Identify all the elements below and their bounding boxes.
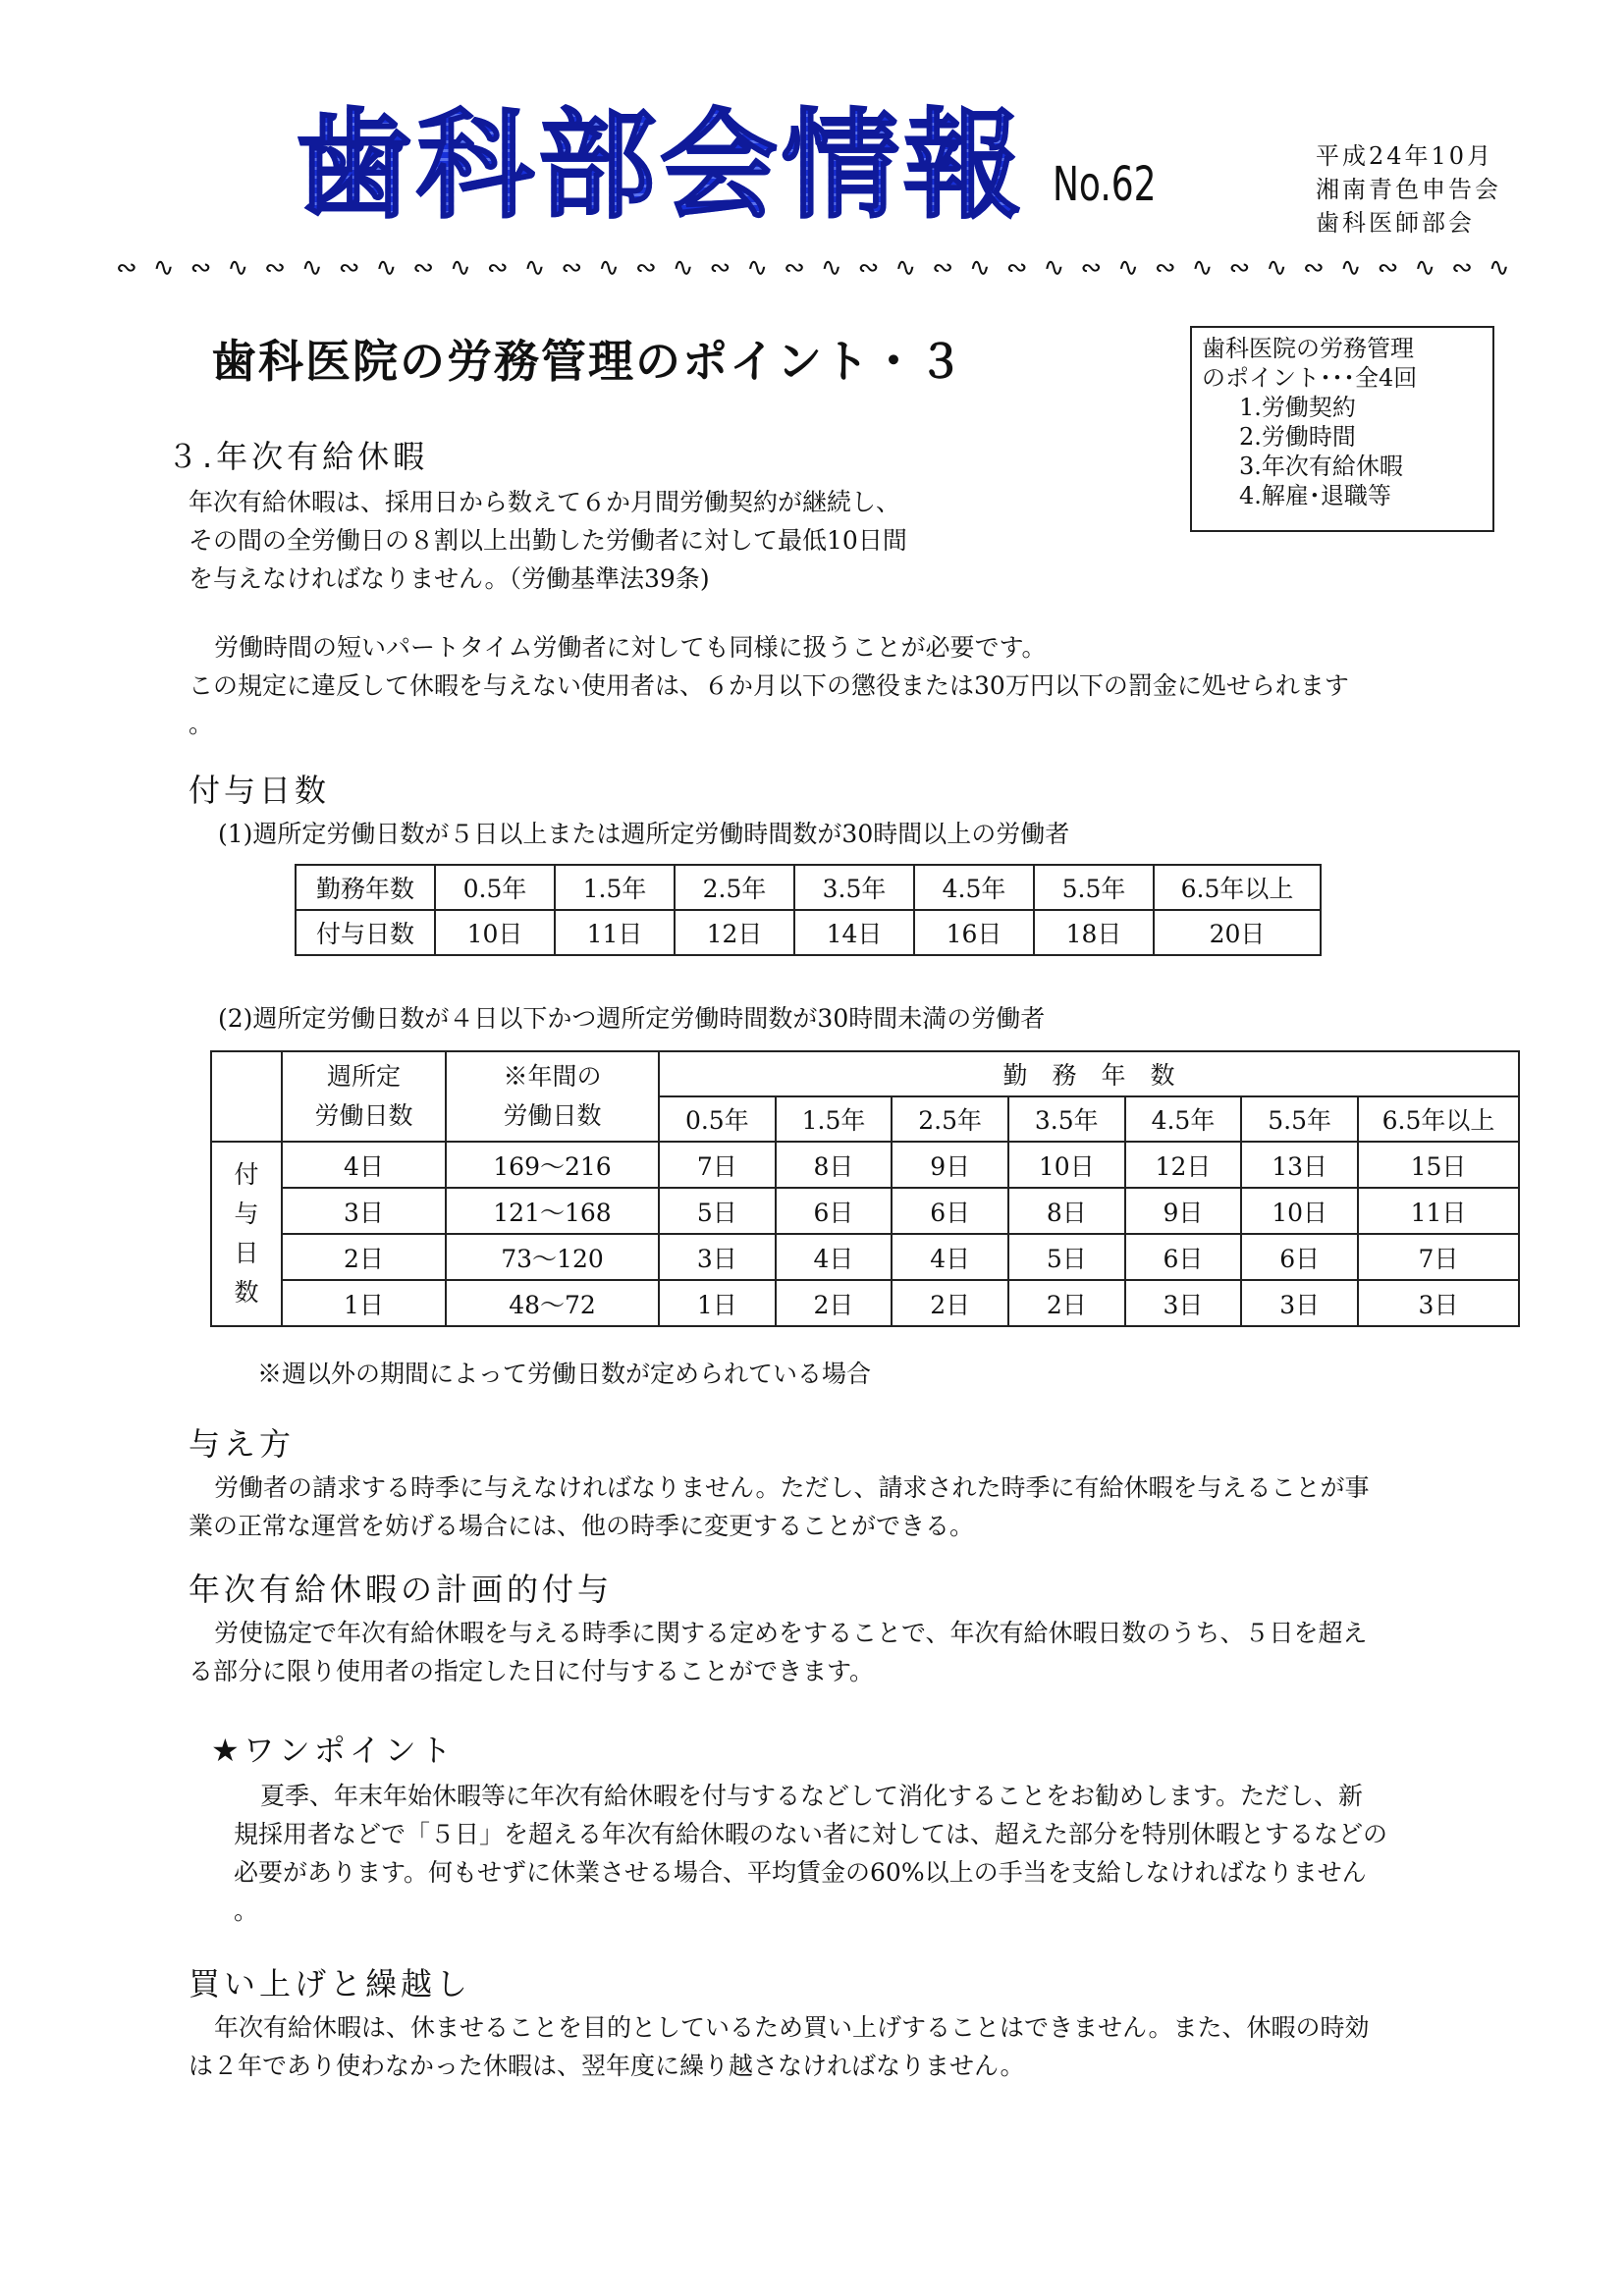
paragraph-line: 業の正常な運営を妨げる場合には、他の時季に変更することができる。	[189, 1512, 975, 1540]
paragraph-line: 。	[234, 1896, 259, 1925]
table-cell: 20日	[1154, 910, 1321, 955]
table-cell: 10日	[435, 910, 555, 955]
publication-org: 湘南青色申告会	[1316, 176, 1501, 203]
table-side-label	[211, 1142, 282, 1326]
paragraph-line: 労働時間の短いパートタイム労働者に対しても同様に扱うことが必要です。	[214, 633, 1047, 662]
ornament-icon: ∾	[1154, 253, 1176, 283]
table-cell: 1日	[282, 1280, 446, 1326]
table-cell: 16日	[914, 910, 1034, 955]
table-cell: 73～120	[446, 1234, 659, 1280]
section-heading: ３.年次有給休暇	[167, 438, 429, 475]
case-description: (1)週所定労働日数が５日以上または週所定労働時間数が30時間以上の労働者	[218, 820, 1070, 848]
table-header: 3.5年	[1008, 1096, 1125, 1142]
table-cell: 8日	[776, 1142, 893, 1188]
table-cell: 11日	[555, 910, 675, 955]
ornament-icon: ∿	[968, 253, 991, 283]
table-cell: 121～168	[446, 1188, 659, 1234]
table-cell: 48～72	[446, 1280, 659, 1326]
paragraph-line: を与えなければなりません。（労働基準法39条)	[189, 564, 710, 593]
table-cell: 3日	[1358, 1280, 1519, 1326]
table-span-header: 勤 務 年 数	[659, 1051, 1519, 1096]
table-cell: 5日	[1008, 1234, 1125, 1280]
ornament-icon: ∿	[598, 253, 620, 283]
ornament-icon: ∿	[746, 253, 769, 283]
ornament-icon: ∿	[1117, 253, 1139, 283]
section-heading: 付与日数	[189, 772, 331, 809]
table-cell: 3日	[282, 1188, 446, 1234]
table-cell: 7日	[659, 1142, 776, 1188]
ornament-icon: ∾	[338, 253, 360, 283]
ornament-icon: ∿	[1043, 253, 1065, 283]
paragraph-line: る部分に限り使用者の指定した日に付与することができます。	[189, 1657, 875, 1685]
article-title: 歯科医院の労務管理のポイント・３	[211, 335, 965, 388]
ornament-icon: ∿	[300, 253, 323, 283]
header-line: 労働日数	[503, 1101, 602, 1130]
publication-date: 平成24年10月	[1316, 142, 1494, 170]
series-heading-1: 歯科医院の労務管理	[1202, 335, 1414, 362]
series-item: 3.年次有給休暇	[1239, 453, 1403, 480]
table-cell: 3日	[659, 1234, 776, 1280]
ornament-icon: ∿	[1414, 253, 1436, 283]
paragraph-line: 規採用者などで「５日」を超える年次有給休暇のない者に対しては、超えた部分を特別休暇とするなどの	[234, 1820, 1388, 1848]
paragraph-line: 労働者の請求する時季に与えなければなりません。ただし、請求された時季に有給休暇を与えることが事	[214, 1473, 1370, 1502]
table-cell: 18日	[1034, 910, 1154, 955]
table-header: 2.5年	[675, 865, 794, 910]
ornament-icon: ∾	[561, 253, 583, 283]
ornament-icon: ∿	[227, 253, 249, 283]
table-cell: 6日	[1241, 1234, 1358, 1280]
paragraph-line: 年次有給休暇は、休ませることを目的としているため買い上げすることはできません。また、休暇の時効	[214, 2013, 1370, 2042]
ornament-icon: ∾	[1451, 253, 1473, 283]
ornament-icon: ∾	[116, 253, 137, 283]
ornament-icon: ∾	[412, 253, 435, 283]
ornament-icon: ∾	[1080, 253, 1103, 283]
paragraph-line: は２年であり使わなかった休暇は、翌年度に繰り越さなければなりません。	[189, 2052, 1025, 2080]
table-header: 5.5年	[1241, 1096, 1358, 1142]
section-heading: 買い上げと繰越し	[189, 1965, 472, 2002]
ornament-icon: ∿	[1488, 253, 1510, 283]
series-box	[1190, 326, 1494, 532]
header-line: 労働日数	[314, 1101, 413, 1130]
ornament-icon: ∾	[1303, 253, 1325, 283]
ornament-icon: ∿	[1339, 253, 1362, 283]
series-heading-2: のポイント･･･全4回	[1202, 364, 1418, 392]
paragraph-line: 労使協定で年次有給休暇を与える時季に関する定めをすることで、年次有給休暇日数のうち、５日を超え	[214, 1619, 1368, 1647]
ornament-icon: ∿	[152, 253, 175, 283]
ornament-icon: ∾	[486, 253, 509, 283]
table-cell: 2日	[776, 1280, 893, 1326]
paragraph-line: 夏季、年末年始休暇等に年次有給休暇を付与するなどして消化することをお勧めします。ただし、新	[260, 1782, 1364, 1810]
ornament-icon: ∿	[523, 253, 546, 283]
table-cell: 13日	[1241, 1142, 1358, 1188]
table-cell: 12日	[1125, 1142, 1242, 1188]
ornament-icon: ∿	[672, 253, 694, 283]
ornament-icon: ∿	[450, 253, 471, 283]
ornament-icon: ∾	[264, 253, 286, 283]
side-char: 日	[234, 1239, 259, 1267]
ornament-icon: ∾	[1377, 253, 1399, 283]
side-char: 与	[234, 1200, 259, 1228]
table-header: 4.5年	[1125, 1096, 1242, 1142]
table-header: 0.5年	[435, 865, 555, 910]
ornament-icon: ∾	[1005, 253, 1028, 283]
section-heading: 与え方	[189, 1425, 296, 1463]
table-footnote: ※週以外の期間によって労働日数が定められている場合	[257, 1360, 872, 1388]
ornament-icon: ∾	[634, 253, 657, 283]
onepoint-heading: ★ワンポイント	[211, 1732, 456, 1769]
table-cell: 12日	[675, 910, 794, 955]
ornament-icon: ∿	[375, 253, 398, 283]
ornament-icon: ∾	[189, 253, 212, 283]
table-cell: 15日	[1358, 1142, 1519, 1188]
ornament-icon: ∿	[820, 253, 842, 283]
table-cell: 6日	[1125, 1234, 1242, 1280]
side-char: 付	[234, 1160, 259, 1189]
table-cell: 3日	[1241, 1280, 1358, 1326]
publication-info	[1316, 139, 1501, 240]
table-cell: 10日	[1241, 1188, 1358, 1234]
table-cell: 4日	[892, 1234, 1008, 1280]
table-cell: 2日	[892, 1280, 1008, 1326]
table-header: 1.5年	[555, 865, 675, 910]
table-cell: 3日	[1125, 1280, 1242, 1326]
table-cell: 14日	[794, 910, 914, 955]
case-description: (2)週所定労働日数が４日以下かつ週所定労働時間数が30時間未満の労働者	[218, 1004, 1046, 1033]
table-header	[446, 1051, 659, 1142]
table-cell: 2日	[282, 1234, 446, 1280]
section-heading: 年次有給休暇の計画的付与	[189, 1571, 614, 1608]
grant-table-2	[210, 1050, 1520, 1327]
ornament-icon: ∾	[932, 253, 953, 283]
table-cell: 169～216	[446, 1142, 659, 1188]
table-header: 6.5年以上	[1358, 1096, 1519, 1142]
side-char: 数	[234, 1278, 259, 1307]
table-header: 勤務年数	[296, 865, 435, 910]
ornament-icon: ∿	[894, 253, 917, 283]
table-cell: 8日	[1008, 1188, 1125, 1234]
table-cell: 6日	[892, 1188, 1008, 1234]
table-cell: 2日	[1008, 1280, 1125, 1326]
series-item: 1.労働契約	[1239, 394, 1356, 421]
table-header: 5.5年	[1034, 865, 1154, 910]
table-cell: 4日	[282, 1142, 446, 1188]
masthead-title: 歯科部会情報	[295, 98, 1025, 235]
series-item: 2.労働時間	[1239, 423, 1356, 451]
ornament-icon: ∾	[857, 253, 880, 283]
table-header: 4.5年	[914, 865, 1034, 910]
table-cell: 10日	[1008, 1142, 1125, 1188]
table-corner	[211, 1051, 282, 1142]
paragraph-line: 。	[189, 710, 214, 738]
series-item: 4.解雇･退職等	[1239, 482, 1391, 509]
table-cell: 1日	[659, 1280, 776, 1326]
paragraph-line: この規定に違反して休暇を与えない使用者は、６か月以下の懲役または30万円以下の罰金に処せられます	[189, 671, 1349, 700]
table-header	[282, 1051, 446, 1142]
table-cell: 6日	[776, 1188, 893, 1234]
table-header: 2.5年	[892, 1096, 1008, 1142]
table-cell: 5日	[659, 1188, 776, 1234]
table-header: 1.5年	[776, 1096, 893, 1142]
issue-number: No.62	[1053, 157, 1157, 212]
header-line: ※年間の	[503, 1062, 602, 1091]
table-cell: 7日	[1358, 1234, 1519, 1280]
table-header: 3.5年	[794, 865, 914, 910]
ornament-icon: ∿	[1266, 253, 1288, 283]
grant-table-1	[295, 864, 1322, 956]
paragraph-line: 必要があります。何もせずに休業させる場合、平均賃金の60%以上の手当を支給しなければなりません	[234, 1858, 1367, 1887]
header-line: 週所定	[326, 1062, 401, 1091]
ornament-icon: ∾	[784, 253, 805, 283]
table-cell: 9日	[892, 1142, 1008, 1188]
ornament-icon: ∾	[1228, 253, 1251, 283]
table-cell: 11日	[1358, 1188, 1519, 1234]
table-header: 6.5年以上	[1154, 865, 1321, 910]
publication-dept: 歯科医師部会	[1316, 209, 1475, 237]
table-row-label: 付与日数	[296, 910, 435, 955]
table-cell: 4日	[776, 1234, 893, 1280]
paragraph-line: その間の全労働日の８割以上出勤した労働者に対して最低10日間	[189, 526, 907, 555]
table-cell: 9日	[1125, 1188, 1242, 1234]
decorative-border	[116, 253, 1510, 283]
paragraph-line: 年次有給休暇は、採用日から数えて６か月間労働契約が継続し、	[189, 488, 901, 516]
ornament-icon: ∾	[709, 253, 731, 283]
table-header: 0.5年	[659, 1096, 776, 1142]
ornament-icon: ∿	[1191, 253, 1214, 283]
